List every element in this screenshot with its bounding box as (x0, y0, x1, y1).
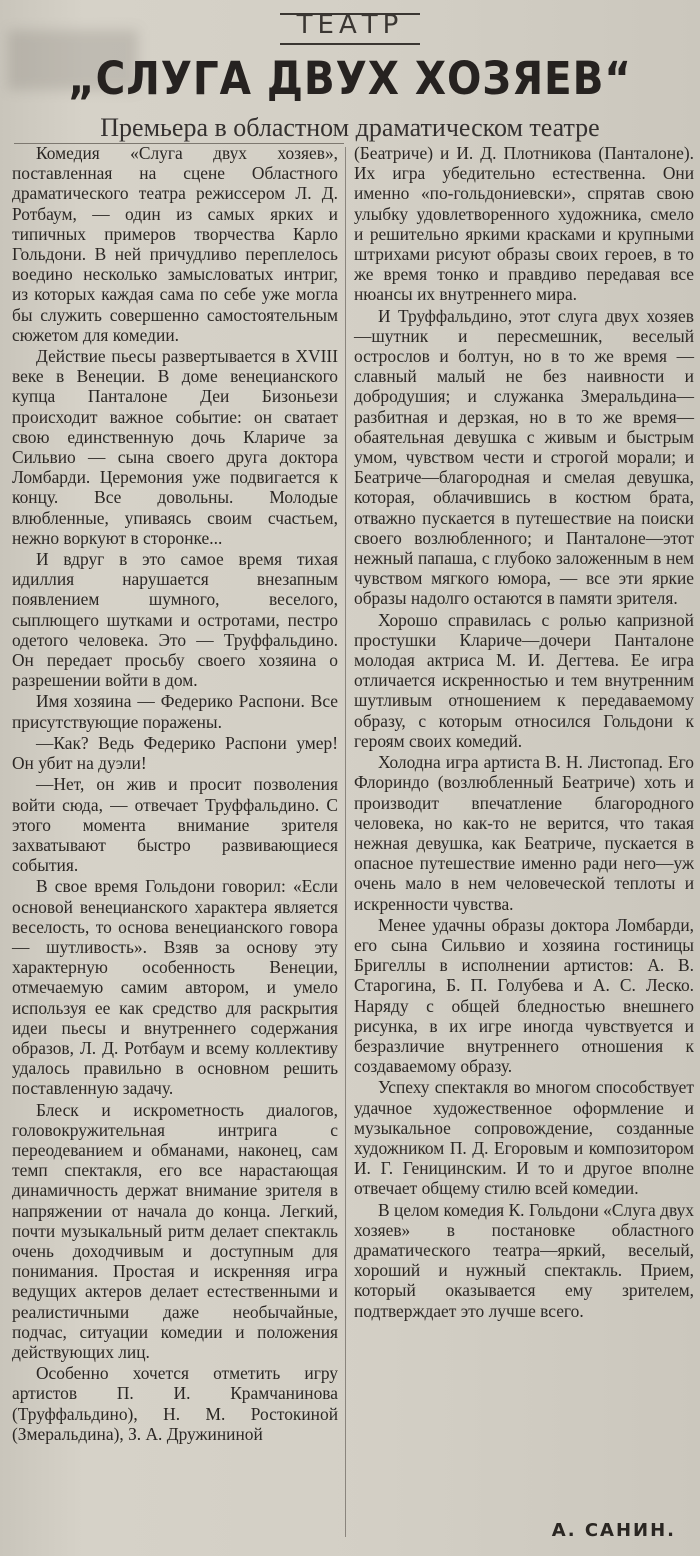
paragraph: Имя хозяина — Федерико Распони. Все присутствующие поражены. (12, 691, 338, 732)
paragraph: Особенно хочется отметить игру артистов П. И. Крамчанинова (Труффальдино), Н. М. Ростокиной (Змеральдина), З. А. Дружининой (12, 1363, 338, 1444)
paragraph: Блеск и искрометность диалогов, головокружительная интрига с переодеванием и обманами, наконец, сам темп спектакля, его все нарастающая динамичность держат внимание зрителя в напряжении от начала до конца. Легкий, почти музыкальный ритм делает спектакль очень доходчивым и доступным для понимания. Простая и искренняя игра ведущих актеров делает естественными и реалистичными даже необычайные, подчас, ситуации комедии и положения действующих лиц. (12, 1099, 338, 1362)
left-column (12, 143, 338, 1444)
section-rubric: ТЕАТР (296, 10, 404, 40)
author-signature: А. САНИН. (551, 1520, 676, 1541)
paragraph: —Как? Ведь Федерико Распони умер! Он убит на дуэли! (12, 732, 338, 774)
paragraph: В свое время Гольдони говорил: «Если основой венецианского характера является веселость, то основа венецианского говора — шутливость». Взяв за основу эту характерную особенность Венеции, отмечаемую самим автором, и умело используя ее как средство для раскрытия идеи пьесы и внутреннего содержания образов, Л. Д. Ротбаум и всему коллективу удалось правильно в основном решить поставленную задачу. (12, 876, 338, 1099)
paragraph: Действие пьесы развертывается в XVIII веке в Венеции. В доме венецианского купца Панталоне Деи Бизоньези происходит важное событие: он сватает свою единственную дочь Клариче за Сильвио — сына своего друга доктора Ломбарди. Церемония уже подвигается к концу. Все довольны. Молодые влюбленные, упиваясь своим счастьем, нежно воркуют в сторонке... (12, 346, 338, 548)
paragraph: —Нет, он жив и просит позволения войти сюда, — отвечает Труффальдино. С этого момента внимание зрителя захватывают быстро развивающиеся события. (12, 774, 338, 876)
paragraph: Успеху спектакля во многом способствует удачное художественное оформление и музыкальное сопровождение, созданные художником П. Д. Егоровым и композитором И. Г. Геницинским. И то и другое вполне отвечает общему стилю всей комедии. (354, 1077, 694, 1199)
paragraph: И вдруг в это самое время тихая идиллия нарушается внезапным появлением шумного, веселого, сыплющего шутками и остротами, пестро одетого человека. Это — Труффальдино. Он передает просьбу своего хозяина о разрешении войти в дом. (12, 549, 338, 691)
column-divider (345, 147, 346, 1537)
paragraph: Холодна игра артиста В. Н. Листопад. Его Флориндо (возлюбленный Беатриче) хоть и производит впечатление благородного человека, но как-то не верится, что такая нежная девушка, как Беатриче, пускается в опасное путешествие именно ради него—уж очень мало в нем человеческой теплоты и искренности чувства. (354, 752, 694, 914)
paragraph: (Беатриче) и И. Д. Плотникова (Панталоне). Их игра убедительно естественна. Они именно «по-гольдониевски», спрятав свою улыбку удовлетворенного художника, смело и решительно яркими красками и крупными штрихами рисуют образы своих героев, в то же время тонко и правдиво передавая все нюансы их внутреннего мира. (354, 143, 694, 305)
paragraph: Менее удачны образы доктора Ломбарди, его сына Сильвио и хозяина гостиницы Бригеллы в исполнении артистов: А. В. Старогина, Б. П. Голубева и А. С. Леско. Наряду с общей бледностью внешнего рисунка, в их игре иногда чувствуется и безразличие внутреннего отношения к создаваемому образу. (354, 914, 694, 1077)
paragraph: И Труффальдино, этот слуга двух хозяев—шутник и пересмешник, веселый острослов и болтун, но в то же время — славный малый не без наивности и добродушия; и служанка Змеральдина—разбитная и дерзкая, но в то же время—обаятельная девушка с живым и быстрым умом, чувством чести и строгой морали; и Беатриче—благородная и смелая девушка, которая, облачившись в костюм брата, отважно пускается в путешествие на поиски своего возлюбленного; и Панталоне—этот нежный папаша, с глубоко заложенным в нем чувством мягкого юмора, — все эти яркие образы надолго остаются в памяти зрителя. (354, 305, 694, 609)
rubric-rule-bottom (280, 43, 420, 45)
paragraph: Хорошо справилась с ролью капризной простушки Клариче—дочери Панталоне молодая актриса М. И. Дегтева. Ее игра отличается искренностью и тем внутренним шутливым отношением к передаваемому образу, с которым относился Гольдони к героям своих комедий. (354, 609, 694, 751)
paragraph: Комедия «Слуга двух хозяев», поставленная на сцене Областного драматического театра режиссером Л. Д. Ротбаум, — один из самых ярких и типичных примеров творчества Карло Гольдони. В ней причудливо переплелось воедино несколько замысловатых интриг, из которых каждая сама по себе уже могла бы служить совершенно самостоятельным сюжетом для комедии. (12, 143, 338, 345)
article-headline: „СЛУГА ДВУХ ХОЗЯЕВ“ (68, 52, 632, 105)
right-column (354, 143, 694, 1321)
article-subheadline: Премьера в областном драматическом театре (100, 113, 600, 142)
paragraph: В целом комедия К. Гольдони «Слуга двух хозяев» в постановке областного драматического театра—яркий, веселый, хороший и нужный спектакль. Прием, который оказывается ему зрителем, подтверждает это лучше всего. (354, 1199, 694, 1321)
